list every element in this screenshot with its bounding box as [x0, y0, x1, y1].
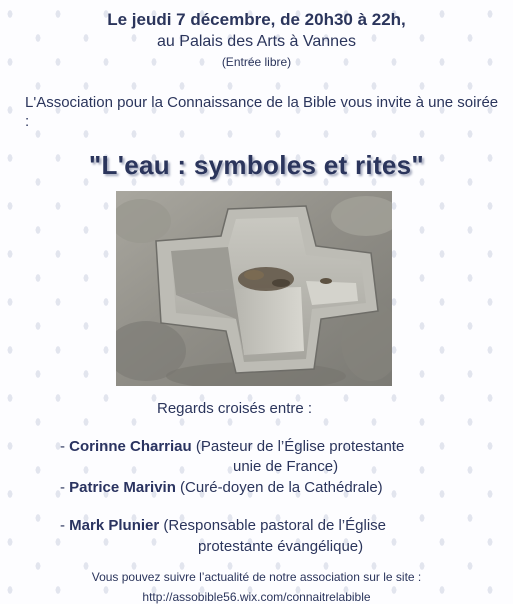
- invitation-text: L'Association pour la Connaissance de la Bible vous invite à une soirée :: [25, 94, 499, 130]
- speaker-item: [60, 516, 386, 535]
- speaker-prefix: -: [60, 438, 70, 455]
- speaker-name: Corinne Charriau: [69, 438, 192, 455]
- speaker-item: [60, 437, 404, 456]
- event-title: "L'eau : symboles et rites": [88, 150, 425, 180]
- follow-note: Vous pouvez suivre l’actualité de notre association sur le site :: [91, 570, 422, 584]
- speaker-role-continued: protestante évangélique): [198, 538, 364, 555]
- speaker-name: Patrice Marivin: [69, 479, 176, 496]
- speakers-intro: Regards croisés entre :: [157, 400, 313, 417]
- event-date: Le jeudi 7 décembre, de 20h30 à 22h,: [107, 10, 406, 29]
- speaker-role: (Curé-doyen de la Cathédrale): [175, 479, 383, 496]
- speaker-prefix: -: [60, 479, 70, 496]
- speaker-prefix: -: [60, 517, 70, 534]
- website-link[interactable]: http://assobible56.wix.com/connaitrelabible: [142, 590, 371, 604]
- speaker-role: (Responsable pastoral de l’Église: [159, 517, 386, 534]
- speaker-name: Mark Plunier: [69, 517, 160, 534]
- speaker-item: [60, 478, 383, 497]
- speaker-role: (Pasteur de l’Église protestante: [191, 438, 405, 455]
- speaker-role-continued: unie de France): [233, 458, 339, 475]
- baptismal-font-photo: [116, 191, 392, 386]
- entry-note: (Entrée libre): [221, 55, 292, 69]
- event-venue: au Palais des Arts à Vannes: [157, 33, 356, 50]
